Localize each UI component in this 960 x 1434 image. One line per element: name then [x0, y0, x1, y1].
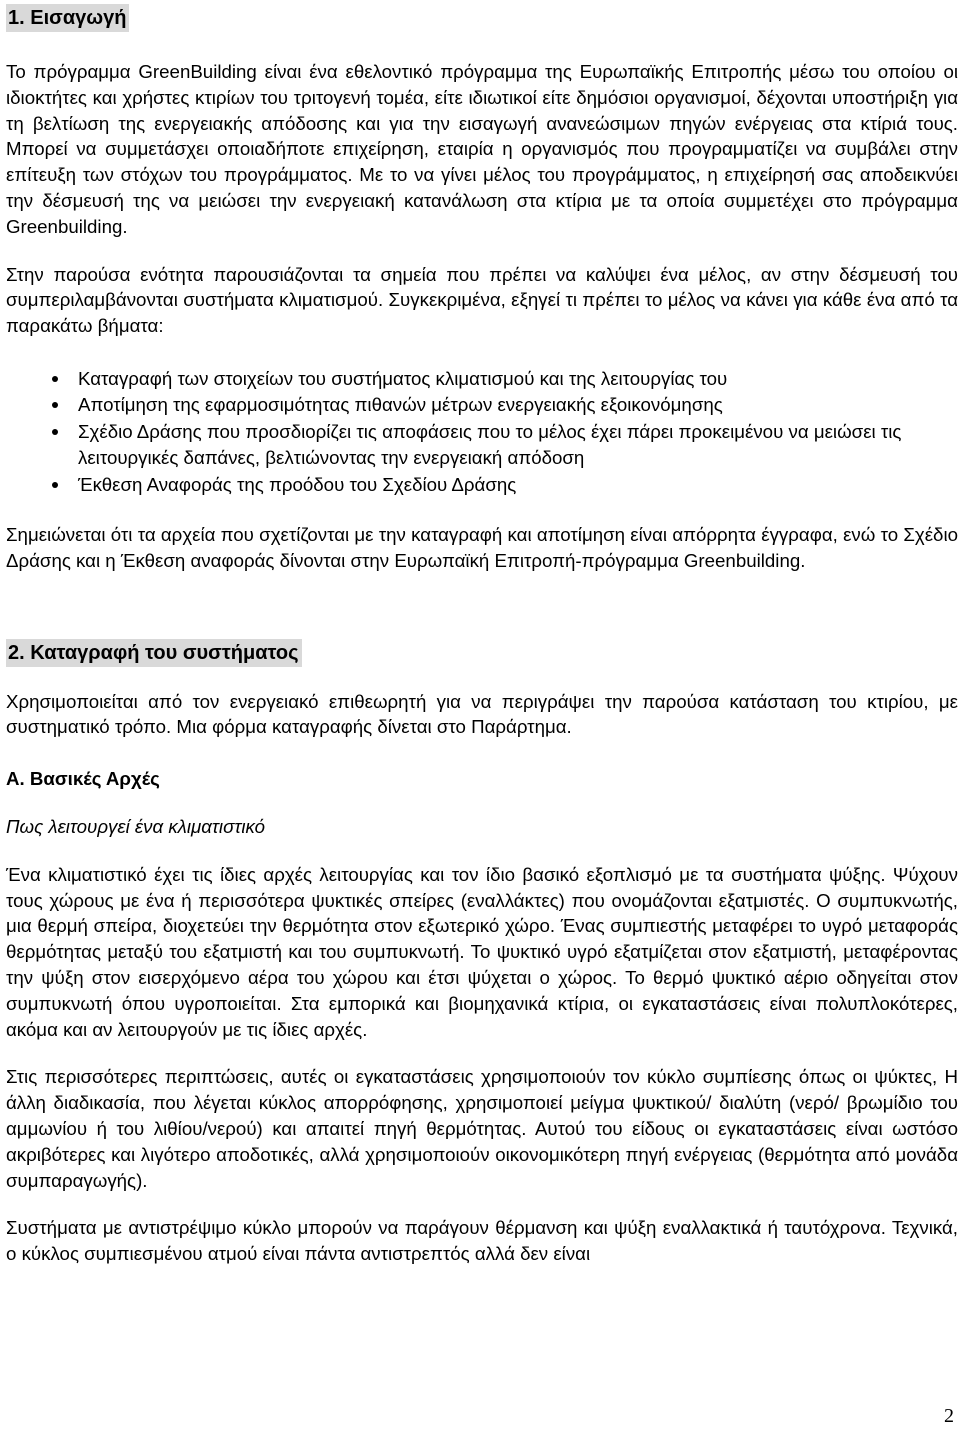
subsection-a-heading: Α. Βασικές Αρχές [6, 768, 160, 790]
section-2-intro: Χρησιμοποιείται από τον ενεργειακό επιθεωρητή για να περιγράψει την παρούσα κατάσταση του κτιρίου, με συστηματικό τρόπο. Μια φόρμα καταγραφής δίνεται στο Παράρτημα. [6, 690, 958, 738]
list-item-text: Σχέδιο Δράσης που προσδιορίζει τις αποφάσεις που το μέλος έχει πάρει προκειμένου να μειώσει τις λειτουργικές δαπάνες, βελτιώνοντας την ενεργειακή απόδοση [78, 420, 902, 469]
list-item-text: Έκθεση Αναφοράς της προόδου του Σχεδίου Δράσης [78, 473, 517, 495]
section-2-paragraph-2: Στις περισσότερες περιπτώσεις, αυτές οι εγκαταστάσεις χρησιμοποιούν τον κύκλο συμπίεσης όπως οι ψύκτες, Η άλλη διαδικασία, που λέγεται κύκλος απορρόφησης, χρησιμοποιεί μείγμα ψυκτικού/ διαλύτη (νερό/ βρωμίδιο του αμμωνίου ή του λιθίου/νερού) και απαιτεί πηγή θερμότητας. Αυτού του είδους οι εγκαταστάσεις είναι ωστόσο ακριβότερες και λιγότερο αποδοτικές, αλλά χρησιμοποιούν οικονομικότερη πηγή ενέργειας (θερμότητα από μονάδα συμπαραγωγής). [6, 1066, 958, 1191]
section-2-paragraph-3: Συστήματα με αντιστρέψιμο κύκλο μπορούν να παράγουν θέρμανση και ψύξη εναλλακτικά ή ταυτόχρονα. Τεχνικά, ο κύκλος συμπιεσμένου ατμού είναι πάντα αντιστρεπτός αλλά δεν είναι [6, 1217, 958, 1265]
italic-subheading: Πως λειτουργεί ένα κλιματιστικό [6, 815, 265, 837]
list-item [6, 366, 958, 392]
list-item [6, 472, 958, 498]
bullet-icon [52, 429, 58, 435]
section-1-closing-paragraph: Σημειώνεται ότι τα αρχεία που σχετίζονται με την καταγραφή και αποτίμηση είναι απόρρητα έγγραφα, ενώ το Σχέδιο Δράσης και η Έκθεση αναφοράς δίνονται στην Ευρωπαϊκή Επιτροπή-πρόγραμμα Greenbuilding. [6, 524, 958, 571]
section-1-paragraph-1: Το πρόγραμμα GreenBuilding είναι ένα εθελοντικό πρόγραμμα της Ευρωπαϊκής Επιτροπής μέσω του οποίου οι ιδιοκτήτες και χρήστες κτιρίων του τριτογενή τομέα, είτε ιδιωτικοί είτε δημόσιοι οργανισμοί, δέχονται υποστήριξη για τη βελτίωση της ενεργειακής απόδοσης και για την εισαγωγή ανανεώσιμων πηγών ενέργειας στα κτίριά τους. Μπορεί να συμμετάσχει οποιαδήποτε επιχείρηση, εταιρία η οργανισμός που προγραμματίζει να συμβάλει στην επίτευξη των στόχων του προγράμματος. Με το να γίνει μέλος του προγράμματος, η επιχείρησή σας αποδεικνύει την δέσμευσή της να μειώσει την ενεργειακή κατανάλωση στα κτίρια με τα οποία συμμετέχει στο πρόγραμμα Greenbuilding. [6, 61, 958, 237]
section-1-paragraph-2: Στην παρούσα ενότητα παρουσιάζονται τα σημεία που πρέπει να καλύψει ένα μέλος, αν στην δέσμευσή του συμπεριλαμβάνονται συστήματα κλιματισμού. Συγκεκριμένα, εξηγεί τι πρέπει το μέλος να κάνει για κάθε ένα από τα παρακάτω βήματα: [6, 263, 958, 337]
list-item-text: Αποτίμηση της εφαρμοσιμότητας πιθανών μέτρων ενεργειακής εξοικονόμησης [78, 394, 723, 416]
section-1-heading: 1. Εισαγωγή [6, 4, 129, 32]
document-content [6, 0, 958, 1267]
bullet-icon [52, 482, 58, 488]
section-2-heading: 2. Καταγραφή του συστήματος [6, 639, 302, 667]
page-number: 2 [944, 1405, 954, 1427]
list-item-text: Καταγραφή των στοιχείων του συστήματος κλιματισμού και της λειτουργίας του [78, 367, 728, 389]
steps-bullet-list [6, 366, 958, 498]
list-item [6, 392, 958, 418]
section-spacer [6, 574, 958, 639]
list-item [6, 419, 958, 472]
bullet-icon [52, 376, 58, 382]
section-2-paragraph-1: Ένα κλιματιστικό έχει τις ίδιες αρχές λειτουργίας και τον ίδιο βασικό εξοπλισμό με τα συστήματα ψύξης. Ψύχουν τους χώρους με ένα ή περισσότερα ψυκτικές σπείρες (εναλλάκτες) που ονομάζονται εξατμιστές. Ο συμπυκνωτής, μια θερμή σπείρα, διοχετεύει την θερμότητα στον εξωτερικό χώρο. Ένας συμπιεστής μεταφέρει το υγρό μεταφοράς θερμότητας μεταξύ του εξατμιστή και του συμπυκνωτή. Το ψυκτικό υγρό εξατμίζεται στον εξατμιστή, μεταφέροντας την ψύξη στον εισερχόμενο αέρα του χώρου και έτσι ψύχεται ο χώρος. Το θερμό ψυκτικό αέριο οδηγείται στον συμπυκνωτή όπου υγροποιείται. Στα εμπορικά και βιομηχανικά κτίρια, οι εγκαταστάσεις είναι πολυπλοκότερες, ακόμα και αν λειτουργούν με τις ίδιες αρχές. [6, 863, 958, 1040]
bullet-icon [52, 402, 58, 408]
